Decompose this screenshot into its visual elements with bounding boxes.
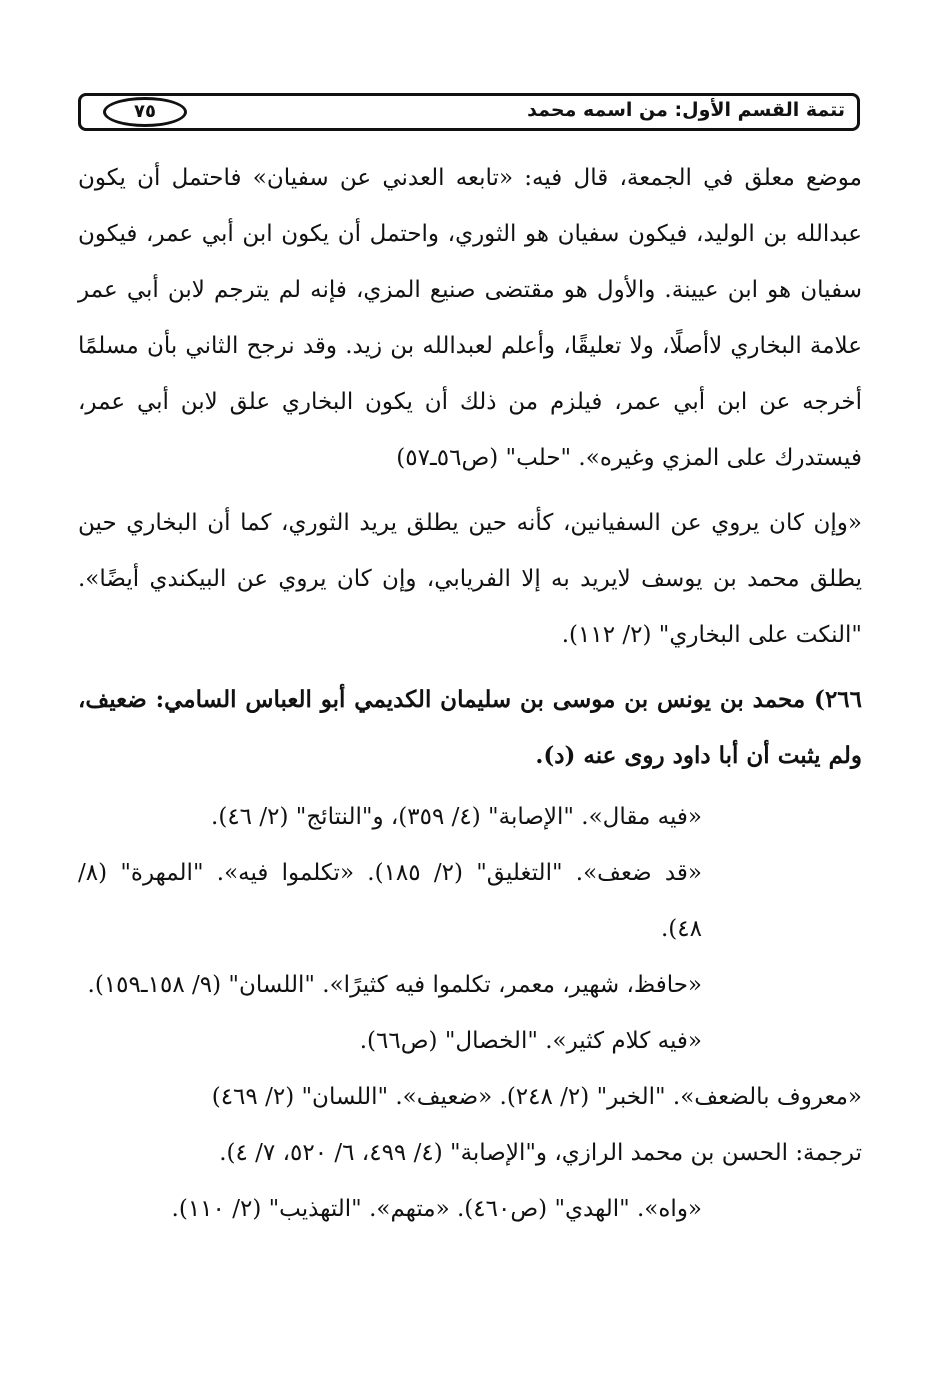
running-header	[78, 93, 860, 131]
quote-line: «حافظ، شهير، معمر، تكلموا فيه كثيرًا». "اللسان" (٩/ ١٥٨ـ١٥٩).	[87, 972, 702, 998]
quote-line: «معروف بالضعف». "الخبر" (٢/ ٢٤٨). «ضعيف». "اللسان" (٢/ ٤٦٩)	[211, 1084, 862, 1110]
header-title: تتمة القسم الأول: من اسمه محمد	[527, 99, 845, 121]
quote-line: «فيه كلام كثير». "الخصال" (ص٦٦).	[359, 1028, 702, 1054]
paragraph: «وإن كان يروي عن السفيانين، كأنه حين يطلق يريد الثوري، كما أن البخاري حين يطلق محمد بن يوسف لايريد به إلا الفريابي، وإن كان يروي عن البيكندي أيضًا». "النكت على البخاري" (٢/ ١١٢).	[78, 510, 862, 648]
quote-line: «فيه مقال». "الإصابة" (٤/ ٣٥٩)، و"النتائج" (٢/ ٤٦).	[211, 804, 702, 830]
page-body	[78, 150, 862, 1237]
biography-entry: ٢٦٦) محمد بن يونس بن موسى بن سليمان الكديمي أبو العباس السامي: ضعيف، ولم يثبت أن أبا داود روى عنه (د).	[78, 686, 862, 769]
quote-line: «واه». "الهدي" (ص٤٦٠). «متهم». "التهذيب" (٢/ ١١٠).	[171, 1196, 702, 1222]
paragraph: موضع معلق في الجمعة، قال فيه: «تابعه العدني عن سفيان» فاحتمل أن يكون عبدالله بن الوليد، فيكون سفيان هو الثوري، واحتمل أن يكون ابن أبي عمر، فيكون سفيان هو ابن عيينة. والأول هو مقتضى صنيع المزي، فإنه لم يترجم لابن أبي عمر علامة البخاري لاأصلًا، ولا تعليقًا، وأعلم لعبدالله بن زيد. وقد نرجح الثاني بأن مسلمًا أخرجه عن ابن أبي عمر، فيلزم من ذلك أن يكون البخاري علق لابن أبي عمر، فيستدرك على المزي وغيره». "حلب" (ص٥٦ـ٥٧)	[78, 165, 862, 471]
translation-reference: ترجمة: الحسن بن محمد الرازي، و"الإصابة" (٤/ ٤٩٩، ٦/ ٥٢٠، ٧/ ٤).	[219, 1140, 862, 1166]
page-number: ٧٥	[103, 97, 187, 127]
quote-line: «قد ضعف». "التغليق" (٢/ ١٨٥). «تكلموا فيه». "المهرة" (٨/ ٤٨).	[78, 860, 702, 942]
